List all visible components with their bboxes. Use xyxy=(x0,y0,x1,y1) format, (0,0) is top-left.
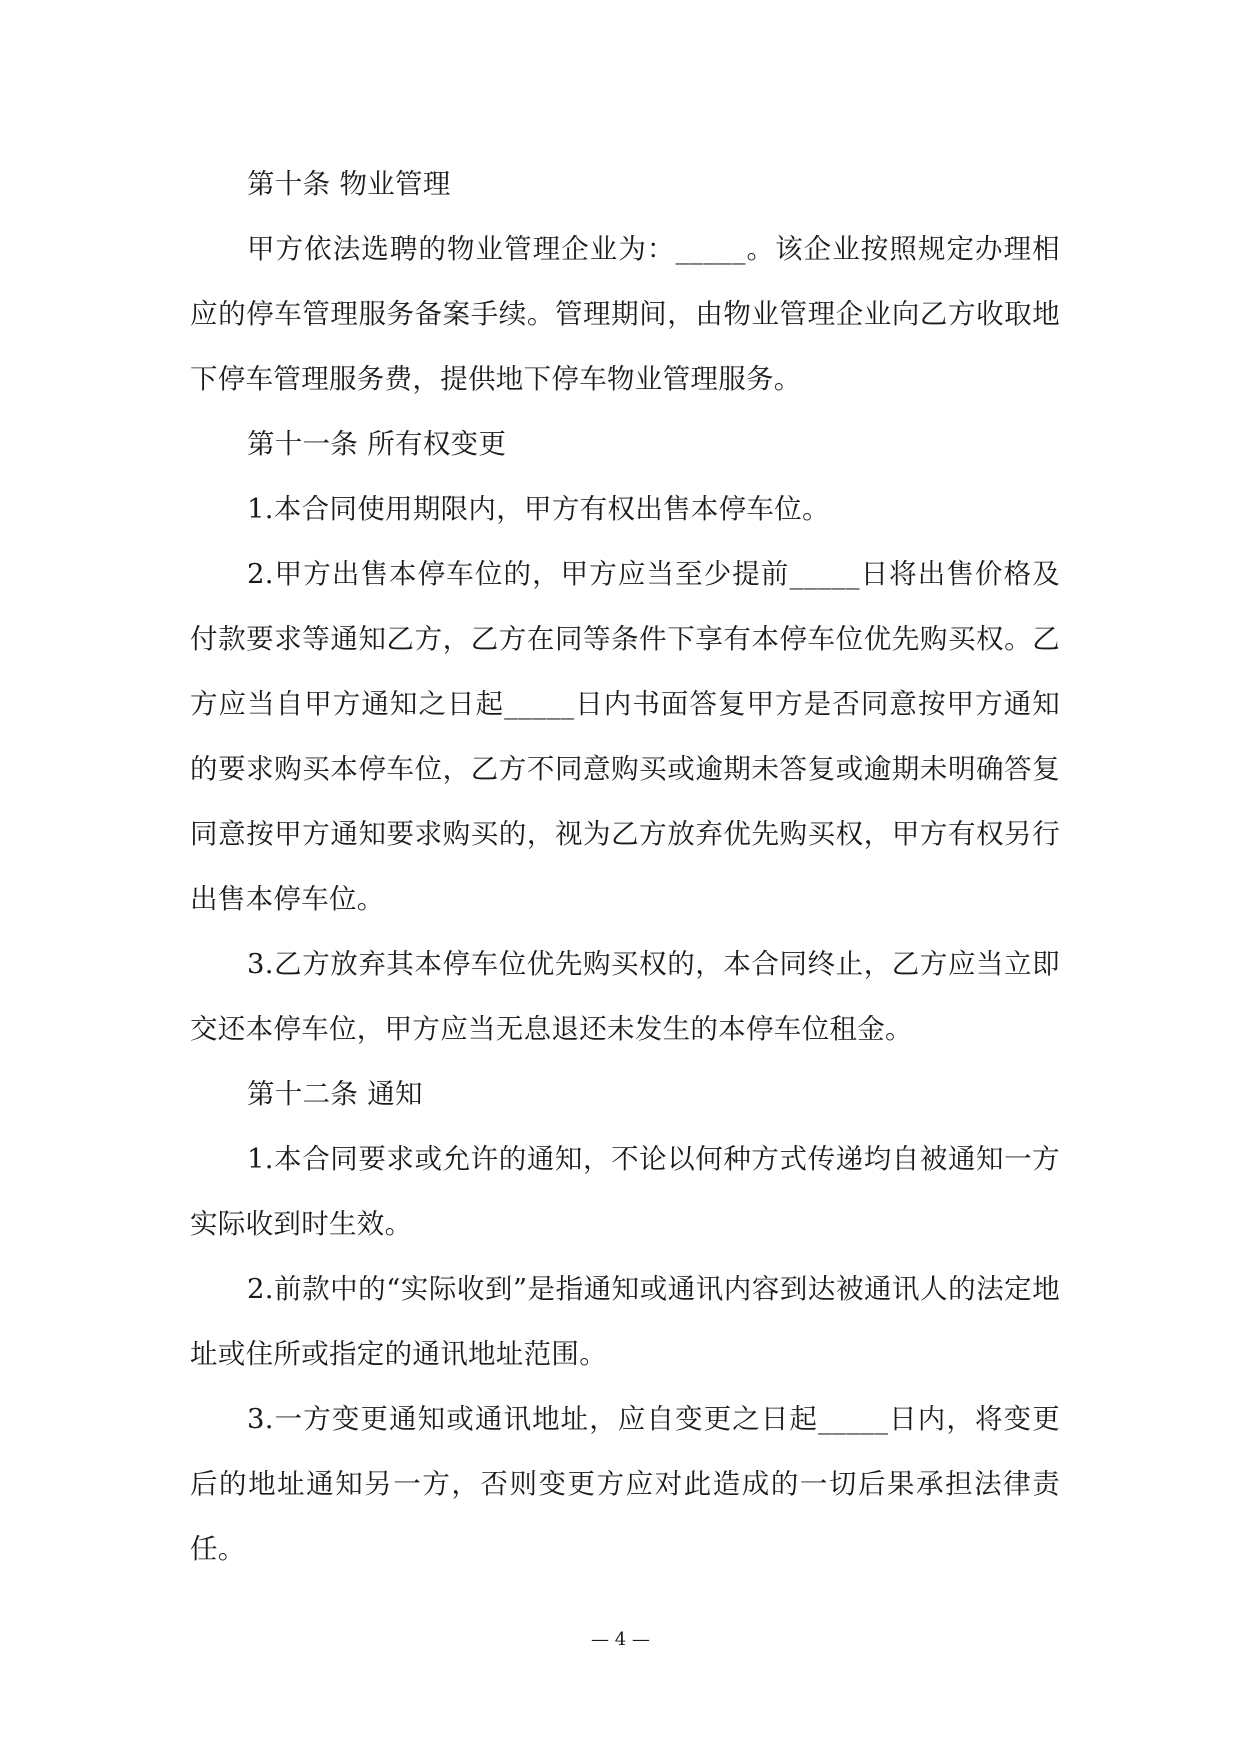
page-number: — 4 — xyxy=(591,1629,650,1650)
article-12-clause-2: 2.前款中的“实际收到”是指通知或通讯内容到达被通讯人的法定地址或住所或指定的通讯地址范围。 xyxy=(190,1273,1060,1370)
article-12-clause-3: 3.一方变更通知或通讯地址，应自变更之日起_____日内，将变更后的地址通知另一方，否则变更方应对此造成的一切后果承担法律责任。 xyxy=(190,1403,1060,1565)
article-11-heading: 第十一条 所有权变更 xyxy=(247,428,507,460)
article-12-clause-1: 1.本合同要求或允许的通知，不论以何种方式传递均自被通知一方实际收到时生效。 xyxy=(190,1143,1060,1240)
article-10-heading: 第十条 物业管理 xyxy=(247,168,451,200)
article-11-clause-1: 1.本合同使用期限内，甲方有权出售本停车位。 xyxy=(247,493,830,525)
article-12-heading: 第十二条 通知 xyxy=(247,1078,423,1110)
article-11-clause-3: 3.乙方放弃其本停车位优先购买权的，本合同终止，乙方应当立即交还本停车位，甲方应当无息退还未发生的本停车位租金。 xyxy=(190,948,1060,1045)
document-body xyxy=(190,152,1060,1582)
article-10-paragraph: 甲方依法选聘的物业管理企业为：_____。该企业按照规定办理相应的停车管理服务备案手续。管理期间，由物业管理企业向乙方收取地下停车管理服务费，提供地下停车物业管理服务。 xyxy=(190,233,1060,395)
article-11-clause-2: 2.甲方出售本停车位的，甲方应当至少提前_____日将出售价格及付款要求等通知乙方，乙方在同等条件下享有本停车位优先购买权。乙方应当自甲方通知之日起_____日内书面答复甲方是否同意按甲方通知的要求购买本停车位，乙方不同意购买或逾期未答复或逾期未明确答复同意按甲方通知要求购买的，视为乙方放弃优先购买权，甲方有权另行出售本停车位。 xyxy=(190,558,1060,915)
